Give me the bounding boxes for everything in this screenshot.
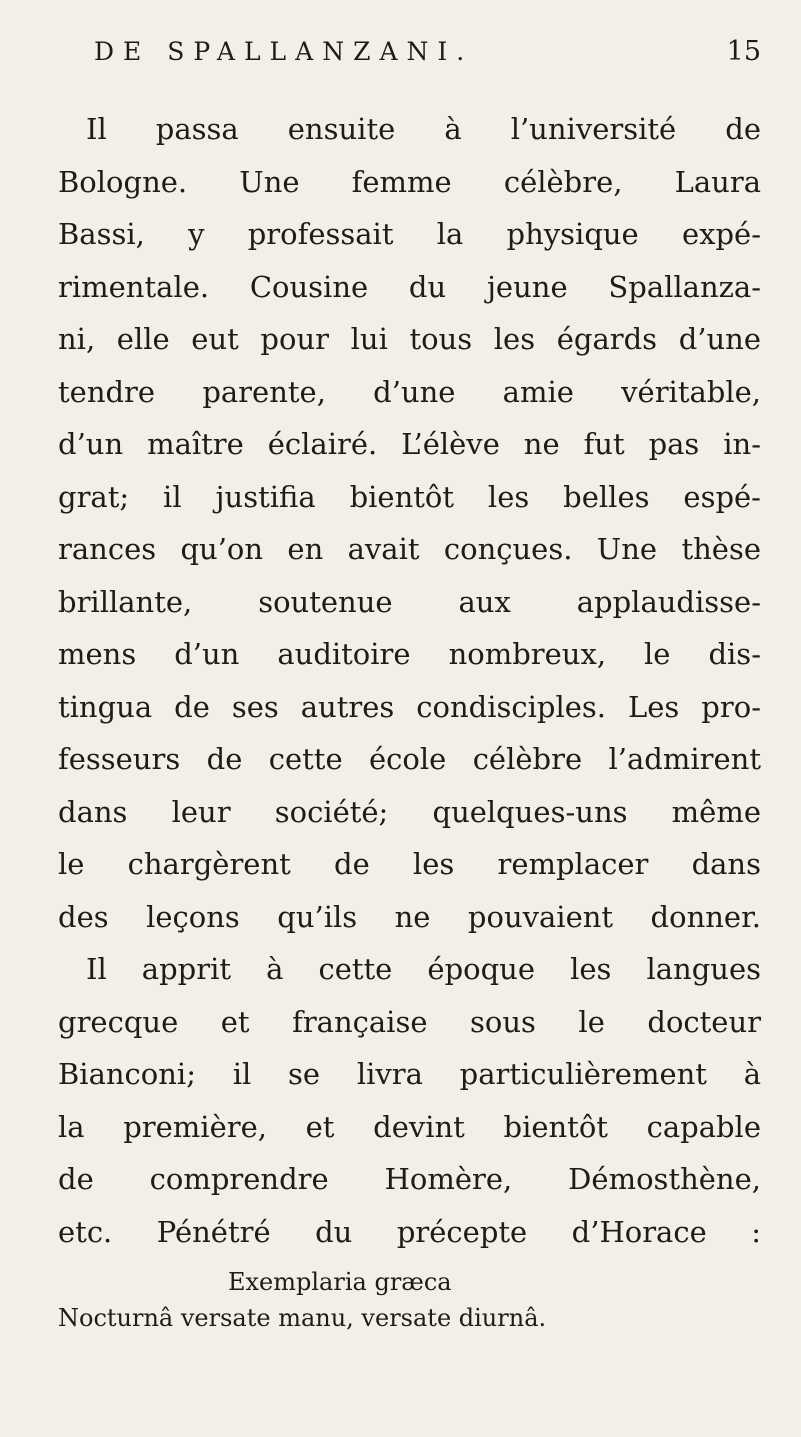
text-line: la première, et devint bientôt capable [58, 1109, 761, 1144]
text-line: fesseurs de cette école célèbre l’admirent [58, 742, 761, 776]
text-line: Il passa ensuite à l’université de [86, 112, 761, 146]
text-line: de comprendre Homère, Démosthène, [58, 1162, 761, 1196]
text-line: des leçons qu’ils ne pouvaient donner. [58, 899, 761, 934]
text-line: tendre parente, d’une amie véritable, [58, 374, 761, 409]
quote-line: Nocturnâ versate manu, versate diurnâ. [58, 1304, 547, 1332]
text-line: Bianconi; il se livra particulièrement à [58, 1057, 761, 1091]
text-line: le chargèrent de les remplacer dans [58, 847, 761, 881]
text-line: tingua de ses autres condisciples. Les pro- [58, 689, 761, 724]
text-line: Bologne. Une femme célèbre, Laura [58, 164, 761, 199]
text-line: grat; il justifia bientôt les belles espé- [58, 479, 761, 514]
text-line: dans leur société; quelques-uns même [58, 794, 761, 829]
text-line: mens d’un auditoire nombreux, le dis- [58, 637, 761, 671]
text-line: brillante, soutenue aux applaudisse- [58, 584, 761, 619]
running-header [94, 36, 761, 78]
text-line: Bassi, y professait la physique expé- [58, 217, 761, 251]
text-line: grecque et française sous le docteur [58, 1004, 761, 1039]
text-line: Il apprit à cette époque les langues [86, 952, 761, 986]
quote-line: Exemplaria græca [228, 1268, 452, 1296]
text-line: rimentale. Cousine du jeune Spallanza- [58, 269, 761, 304]
text-line: d’un maître éclairé. L’élève ne fut pas in- [58, 427, 761, 461]
running-title: DE SPALLANZANI. [94, 37, 474, 66]
text-line: rances qu’on en avait conçues. Une thèse [58, 532, 761, 566]
text-line: ni, elle eut pour lui tous les égards d’une [58, 322, 761, 356]
body-text [58, 103, 761, 1258]
latin-quotation [58, 1264, 761, 1336]
page-number: 15 [726, 36, 761, 67]
text-line: etc. Pénétré du précepte d’Horace : [58, 1214, 761, 1249]
